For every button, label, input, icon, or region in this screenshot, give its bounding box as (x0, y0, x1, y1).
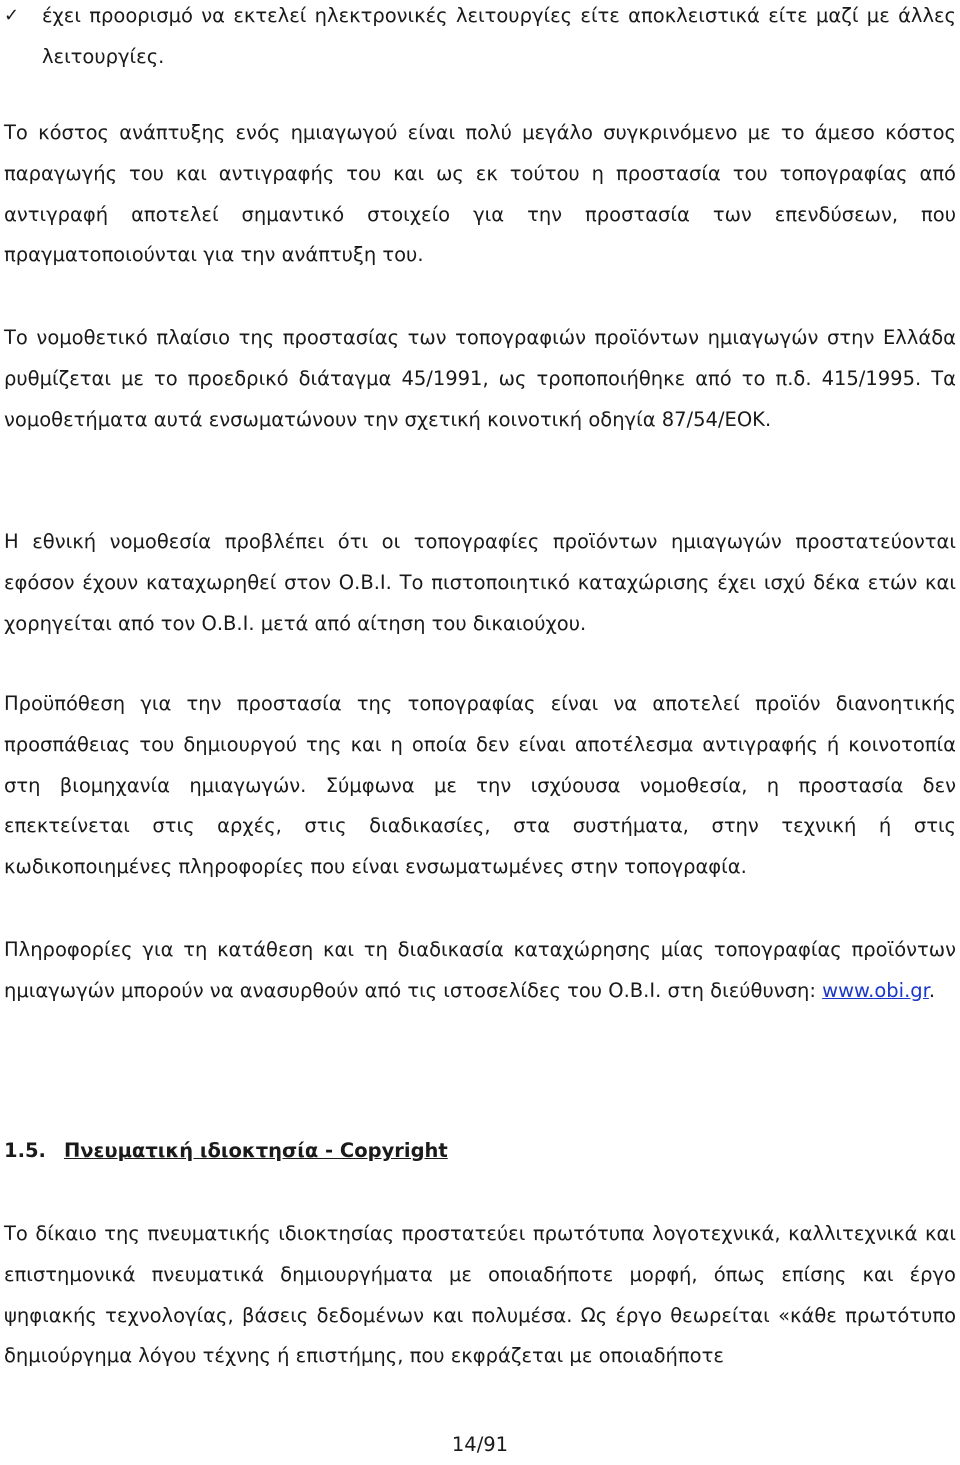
info-trailing: . (928, 978, 936, 1002)
paragraph-legal-framework: Το νομοθετικό πλαίσιο της προστασίας των τοπογραφιών προϊόντων ημιαγωγών στην Ελλάδα ρυθμίζεται με το προεδρικό διάταγμα 45/1991, ως τροποποιήθηκε από το π.δ. 415/1995. Τα νομοθετήματα αυτά ενσωματώνουν την σχετική κοινοτική οδηγία 87/54/ΕΟΚ. (4, 326, 956, 431)
info-text: Πληροφορίες για τη κατάθεση και τη διαδικασία καταχώρησης μίας τοπογραφίας προϊόντων ημιαγωγών μπορούν να ανασυρθούν από τις ιστοσελίδες του Ο.Β.Ι. στη διεύθυνση: (4, 938, 956, 1002)
paragraph-national-law: Η εθνική νομοθεσία προβλέπει ότι οι τοπογραφίες προϊόντων ημιαγωγών προστατεύονται εφόσον έχουν καταχωρηθεί στον Ο.Β.Ι. Το πιστοποιητικό καταχώρισης έχει ισχύ δέκα ετών και χορηγείται από τον Ο.Β.Ι. μετά από αίτηση του δικαιούχου. (4, 530, 956, 635)
paragraph-cost: Το κόστος ανάπτυξης ενός ημιαγωγού είναι πολύ μεγάλο συγκρινόμενο με το άμεσο κόστος παραγωγής του και αντιγραφής του και ως εκ τούτου η προστασία του τοπογραφίας από αντιγραφή αποτελεί σημαντικό στοιχείο για την προστασία των επενδύσεων, που πραγματοποιούνται για την ανάπτυξη του. (4, 121, 956, 267)
page-number: 14/91 (451, 1433, 509, 1456)
bullet-item (4, 0, 956, 78)
obi-website-link[interactable]: www.obi.gr (822, 978, 929, 1002)
paragraph-info (4, 930, 956, 1012)
section-title: Πνευματική ιδιοκτησία - Copyright (63, 1139, 448, 1162)
section-number: 1.5. (4, 1139, 46, 1162)
bullet-text: έχει προορισμό να εκτελεί ηλεκτρονικές λειτουργίες είτε αποκλειστικά είτε μαζί με άλλες λειτουργίες. (42, 4, 956, 68)
checkmark-icon: ✓ (4, 5, 20, 26)
paragraph-prerequisite: Προϋπόθεση για την προστασία της τοπογραφίας είναι να αποτελεί προϊόν διανοητικής προσπάθειας του δημιουργού της και η οποία δεν είναι αποτέλεσμα αντιγραφής ή κοινοτοπία στη βιομηχανία ημιαγωγών. Σύμφωνα με την ισχύουσα νομοθεσία, η προστασία δεν επεκτείνεται στις αρχές, στις διαδικασίες, στα συστήματα, στην τεχνική ή στις κωδικοποιημένες πληροφορίες που είναι ενσωματωμένες στην τοπογραφία. (4, 692, 956, 879)
section-heading (4, 1131, 448, 1171)
paragraph-copyright: Το δίκαιο της πνευματικής ιδιοκτησίας προστατεύει πρωτότυπα λογοτεχνικά, καλλιτεχνικά και επιστημονικά πνευματικά δημιουργήματα με οποιαδήποτε μορφή, όπως επίσης και έργο ψηφιακής τεχνολογίας, βάσεις δεδομένων και πολυμέσα. Ως έργο θεωρείται «κάθε πρωτότυπο δημιούργημα λόγου τέχνης ή επιστήμης, που εκφράζεται με οποιαδήποτε (4, 1222, 956, 1368)
